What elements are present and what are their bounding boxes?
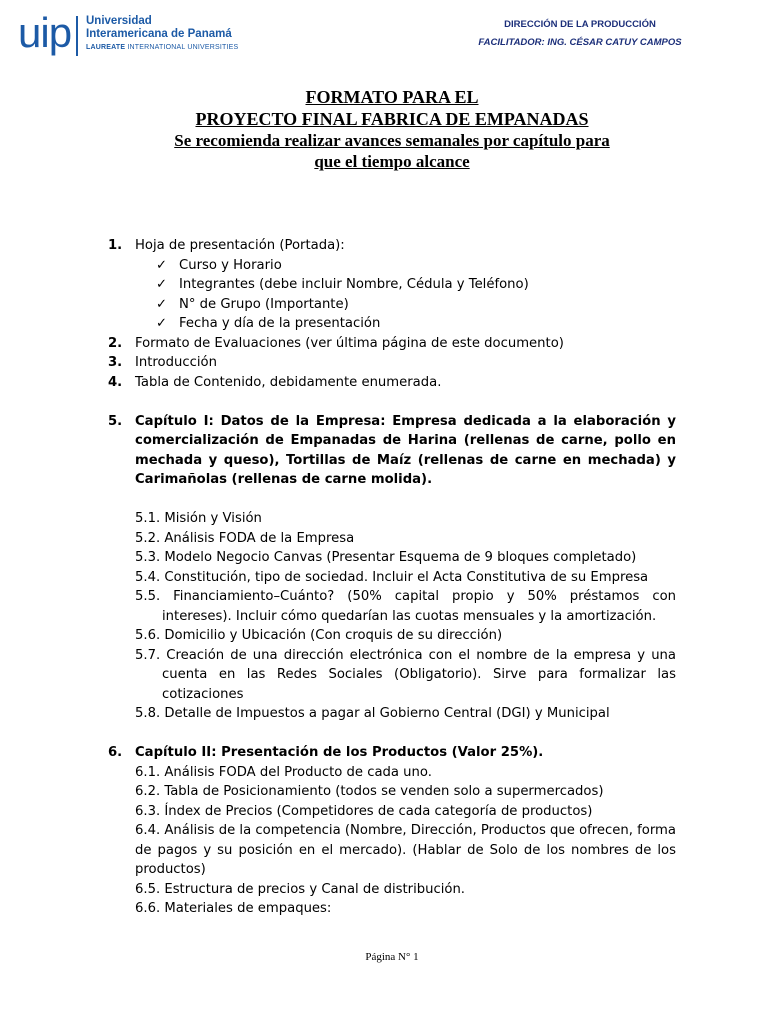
page-number: Página N° 1 <box>365 951 419 963</box>
chapter1-subitem: 5.4. Constitución, tipo de sociedad. Incluir el Acta Constitutiva de su Empresa <box>135 569 649 585</box>
chapter1-subitem: 5.8. Detalle de Impuestos a pagar al Gobierno Central (DGI) y Municipal <box>135 706 610 721</box>
spacer <box>108 392 676 412</box>
logo-line-2: Interamericana de Panamá <box>86 28 232 40</box>
title-line-3: Se recomienda realizar avances semanales por capítulo para <box>174 131 610 150</box>
checkmark-icon: ✓ <box>156 316 168 331</box>
check-item <box>108 295 676 315</box>
checkmark-icon: ✓ <box>156 296 168 312</box>
check-item <box>108 275 676 295</box>
list-text: Hoja de presentación (Portada): <box>135 238 345 253</box>
chapter2-subitem: 6.4. Análisis de la competencia (Nombre, Dirección, Productos que ofrecen, forma de pagos y su posición en el mercado). (Hablar de Solo de los nombres de los productos) <box>135 823 676 877</box>
logo-line-3 <box>86 43 239 53</box>
list-item-4 <box>108 373 676 393</box>
list-text: Capítulo II: Presentación de los Productos (Valor 25%). <box>135 745 544 760</box>
uip-logo-mark: uip <box>18 9 72 56</box>
title-line-1: FORMATO PARA EL <box>305 87 479 107</box>
logo-line-1: Universidad <box>86 15 152 27</box>
list-item-2 <box>108 334 676 354</box>
title-line-2: PROYECTO FINAL FABRICA DE EMPANADAS <box>195 109 589 129</box>
header-department: DIRECCIÓN DE LA PRODUCCIÓN <box>504 19 656 30</box>
check-text: N° de Grupo (Importante) <box>179 296 349 312</box>
chapter1-subitem: 5.7. Creación de una dirección electrónica con el nombre de la empresa y una cuenta en las Redes Sociales (Obligatorio). Sirve para formalizar las cotizaciones <box>135 647 676 702</box>
list-number: 2. <box>108 335 123 351</box>
chapter2-subitem: 6.1. Análisis FODA del Producto de cada uno. <box>135 764 432 780</box>
checkmark-icon: ✓ <box>156 257 168 273</box>
logo-divider <box>76 16 78 56</box>
list-item-3 <box>108 353 676 373</box>
list-number: 1. <box>108 238 123 253</box>
title-line-4: que el tiempo alcance <box>314 152 470 171</box>
list-item-6 <box>108 743 676 763</box>
list-item-5 <box>108 412 676 490</box>
page-header <box>0 0 768 70</box>
list-text: Capítulo I: Datos de la Empresa: Empresa dedicada a la elaboración y comercialización de Empanadas de Harina (rellenas de carne, pollo en mechada y queso), Tortillas de Maíz (rellenas de carne en mechada) y Carimañolas (rellenas de carne molida). <box>135 413 676 487</box>
check-item <box>108 256 676 276</box>
document-title <box>0 86 768 172</box>
check-item <box>108 314 676 334</box>
logo-text <box>86 15 239 53</box>
list-number: 3. <box>108 355 123 370</box>
header-facilitator: FACILITADOR: ING. CÉSAR CATUY CAMPOS <box>478 37 682 48</box>
list-number: 4. <box>108 374 123 390</box>
list-number: 5. <box>108 413 123 429</box>
chapter2-subitem: 6.6. Materiales de empaques: <box>135 901 332 916</box>
list-text: Tabla de Contenido, debidamente enumerada. <box>135 374 442 390</box>
spacer <box>108 490 676 510</box>
chapter1-subitem: 5.2. Análisis FODA de la Empresa <box>135 530 355 546</box>
logo-intl: INTERNATIONAL UNIVERSITIES <box>125 44 239 51</box>
list-number: 6. <box>108 745 123 760</box>
chapter1-subitem: 5.6. Domicilio y Ubicación (Con croquis de su dirección) <box>135 628 503 643</box>
header-right-block <box>450 16 710 52</box>
chapter1-subitem: 5.3. Modelo Negocio Canvas (Presentar Esquema de 9 bloques completado) <box>135 550 637 565</box>
logo-laureate: LAUREATE <box>86 44 126 51</box>
check-text: Curso y Horario <box>179 257 282 273</box>
chapter2-subitem: 6.5. Estructura de precios y Canal de distribución. <box>135 881 466 897</box>
checkmark-icon: ✓ <box>156 277 168 292</box>
spacer <box>108 724 676 744</box>
check-text: Integrantes (debe incluir Nombre, Cédula y Teléfono) <box>179 277 529 292</box>
chapter1-subitem: 5.1. Misión y Visión <box>135 511 262 526</box>
chapter2-subitem: 6.2. Tabla de Posicionamiento (todos se venden solo a supermercados) <box>135 784 604 799</box>
list-text: Formato de Evaluaciones (ver última página de este documento) <box>135 335 564 351</box>
university-logo <box>18 9 239 56</box>
list-text: Introducción <box>135 355 217 370</box>
chapter2-subitem: 6.3. Índex de Precios (Competidores de cada categoría de productos) <box>135 803 593 819</box>
chapter1-subitem: 5.5. Financiamiento–Cuánto? (50% capital propio y 50% préstamos con intereses). Incluir cómo quedarían las cuotas mensuales y la amortización. <box>135 589 676 624</box>
document-body <box>108 236 676 919</box>
list-item-1 <box>108 236 676 256</box>
check-text: Fecha y día de la presentación <box>179 316 381 331</box>
